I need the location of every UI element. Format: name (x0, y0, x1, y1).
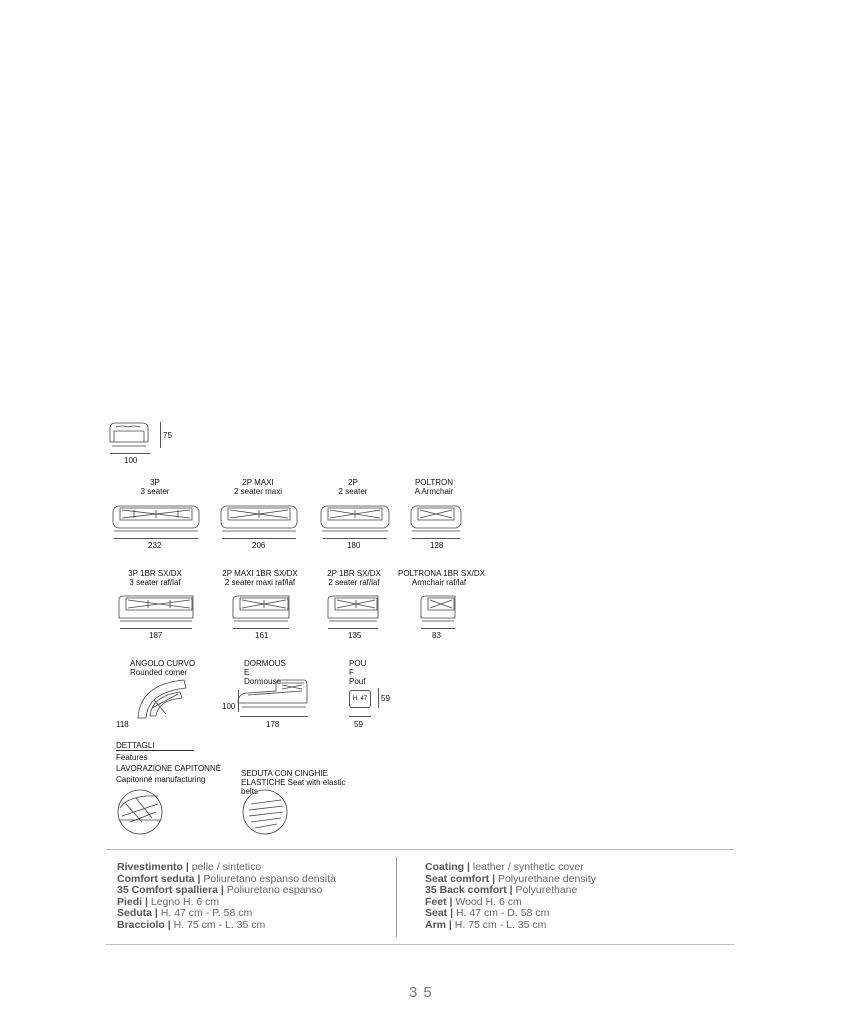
pouf-label: POU F Pouf (349, 659, 367, 686)
spec-row: Seduta | H. 47 cm - P. 58 cm (117, 907, 253, 919)
capitonne-label-it: LAVORAZIONE CAPITONNÈ (116, 764, 222, 773)
depth-dimension-line (238, 690, 239, 712)
sofa-2p-width: 180 (347, 541, 361, 550)
spec-row: 35 Back comfort | Polyurethane (425, 884, 578, 896)
page-number: 35 (409, 984, 438, 1001)
sofa-2-seater-maxi-one-arm-drawing (232, 592, 290, 622)
height-dimension-line (160, 422, 161, 448)
dimension-line (349, 716, 371, 717)
sofa-2p-maxi-1br-width: 161 (255, 631, 269, 640)
dimension-line (412, 538, 460, 539)
width-value: 100 (124, 456, 138, 465)
sofa-3p-1br-label: 3P 1BR SX/DX 3 seater raf/laf (128, 569, 182, 587)
specs-column-divider (396, 857, 397, 937)
armchair-drawing (410, 502, 462, 532)
armchair-side-drawing (108, 422, 152, 448)
dimension-line (233, 628, 289, 629)
spec-row: Arm | H. 75 cm - L. 35 cm (425, 918, 547, 931)
dormouse-depth: 100 (222, 702, 236, 711)
armchair-label: POLTRON A Armchair (414, 478, 454, 496)
details-title: DETTAGLI (116, 741, 155, 750)
sofa-2p-1br-width: 135 (348, 631, 362, 640)
dimension-line (421, 628, 455, 629)
sofa-2p-maxi-1br-label: 2P MAXI 1BR SX/DX 2 seater maxi raf/laf (222, 569, 298, 587)
sofa-3p-width: 232 (148, 541, 162, 550)
sofa-2p-maxi-label: 2P MAXI 2 seater maxi (233, 478, 283, 496)
sofa-2p-maxi-width: 206 (252, 541, 266, 550)
sofa-2-seater-maxi-drawing (220, 502, 298, 532)
dimension-line (222, 538, 296, 539)
dimension-line (323, 538, 387, 539)
spec-row: Piedi | Legno H. 6 cm (117, 895, 220, 908)
elastic-belts-detail-drawing (241, 788, 289, 836)
specs-bottom-divider (106, 944, 734, 945)
dormouse-width: 178 (266, 720, 280, 729)
rounded-corner-width: 118 (116, 720, 129, 729)
rounded-corner-drawing (136, 678, 188, 720)
spec-row: Feet | Wood H. 6 cm (425, 895, 522, 908)
height-dimension-line (378, 688, 379, 708)
sofa-2p-label: 2P 2 seater (338, 478, 368, 496)
spec-row: Seat comfort | Polyurethane density (425, 872, 597, 885)
sofa-3-seater-drawing (112, 502, 200, 532)
sofa-3p-label: 3P 3 seater (140, 478, 170, 496)
dimension-line (328, 628, 378, 629)
capitonne-detail-drawing (116, 788, 164, 836)
sofa-2-seater-drawing (320, 502, 390, 532)
height-value: 75 (163, 431, 172, 440)
dormouse-drawing (236, 679, 308, 711)
seat-elastic-label: SEDUTA CON CINGHIE ELASTICHE Seat with elastic belts (241, 769, 346, 796)
sofa-3-seater-one-arm-drawing (118, 592, 194, 622)
armchair-1br-width: 83 (432, 631, 441, 640)
pouf-height: 59 (381, 694, 390, 703)
sofa-2-seater-one-arm-drawing (327, 592, 379, 622)
details-subtitle: Features (116, 753, 148, 762)
dormouse-label: DORMOUS E Dormouse (244, 659, 286, 686)
dimension-line (120, 628, 192, 629)
armchair-width: 128 (430, 541, 444, 550)
width-dimension-line (110, 453, 150, 454)
pouf-width: 59 (354, 720, 363, 729)
sofa-2p-1br-label: 2P 1BR SX/DX 2 seater raf/laf (327, 569, 381, 587)
specs-english (425, 862, 715, 931)
sofa-3p-1br-width: 187 (149, 631, 163, 640)
dimension-line (114, 538, 198, 539)
specs-italian (117, 862, 387, 931)
spec-row: Seat | H. 47 cm - D. 58 cm (425, 907, 550, 919)
dimension-line (240, 716, 308, 717)
rounded-corner-label: ANGOLO CURVO Rounded corner (130, 659, 196, 677)
pouf-drawing: H. 47 (349, 690, 371, 708)
specs-top-divider (106, 849, 734, 850)
details-underline (116, 750, 194, 751)
armchair-1br-label: POLTRONA 1BR SX/DX Armchair raf/laf (398, 569, 485, 587)
capitonne-label-en: Capitonnè manufacturing (116, 775, 206, 784)
spec-row: Bracciolo | H. 75 cm - L. 35 cm (117, 918, 266, 931)
spec-row: Rivestimento | pelle / sintetico (117, 861, 262, 873)
armchair-one-arm-drawing (420, 592, 456, 622)
spec-row: 35 Comfort spalliera | Poliuretano espanso (117, 884, 323, 896)
spec-row: Coating | leather / synthetic cover (425, 861, 584, 873)
spec-row: Comfort seduta | Poliuretano espanso densità (117, 872, 336, 885)
